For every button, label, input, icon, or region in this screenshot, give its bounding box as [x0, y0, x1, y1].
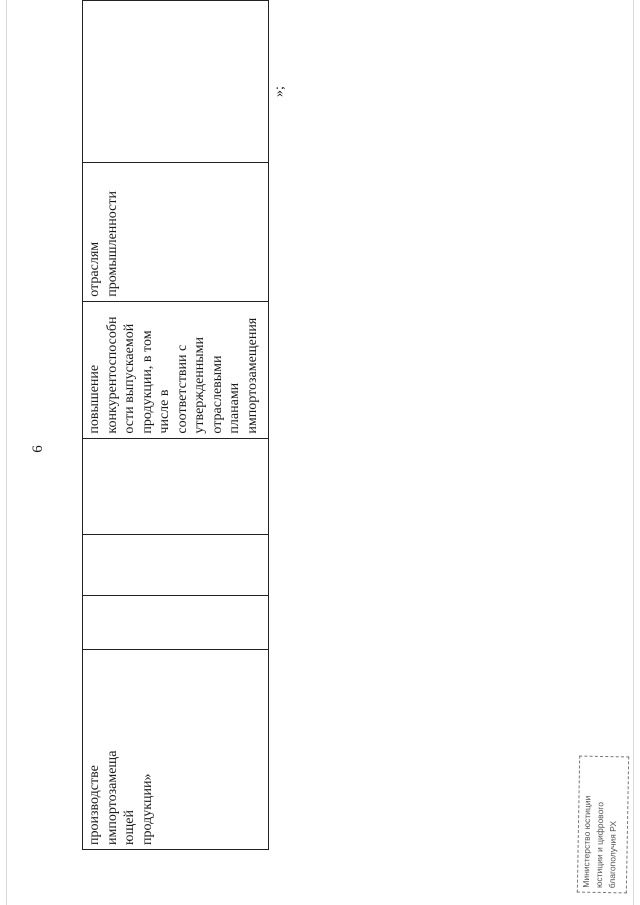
page-number: 6 — [30, 445, 46, 453]
registration-stamp: Министерство юстиции юстиции и цифрового благополучия РХ — [577, 756, 629, 894]
table-cell: повышение конкурентоспособн ости выпускаемой продукции, в том числе в соответствии с утвержденными отраслевыми планами импортозамещения — [83, 301, 269, 438]
closing-quote: »; — [272, 86, 287, 97]
table-cell — [83, 438, 269, 534]
table-cell — [83, 534, 269, 596]
table-cell: производстве импортозамеща ющей продукции» — [83, 649, 269, 849]
document-table — [82, 0, 269, 850]
table-row — [83, 1, 269, 850]
table-cell — [83, 1, 269, 163]
table-cell — [83, 596, 269, 649]
table-cell: отраслям промышленности — [83, 163, 269, 301]
